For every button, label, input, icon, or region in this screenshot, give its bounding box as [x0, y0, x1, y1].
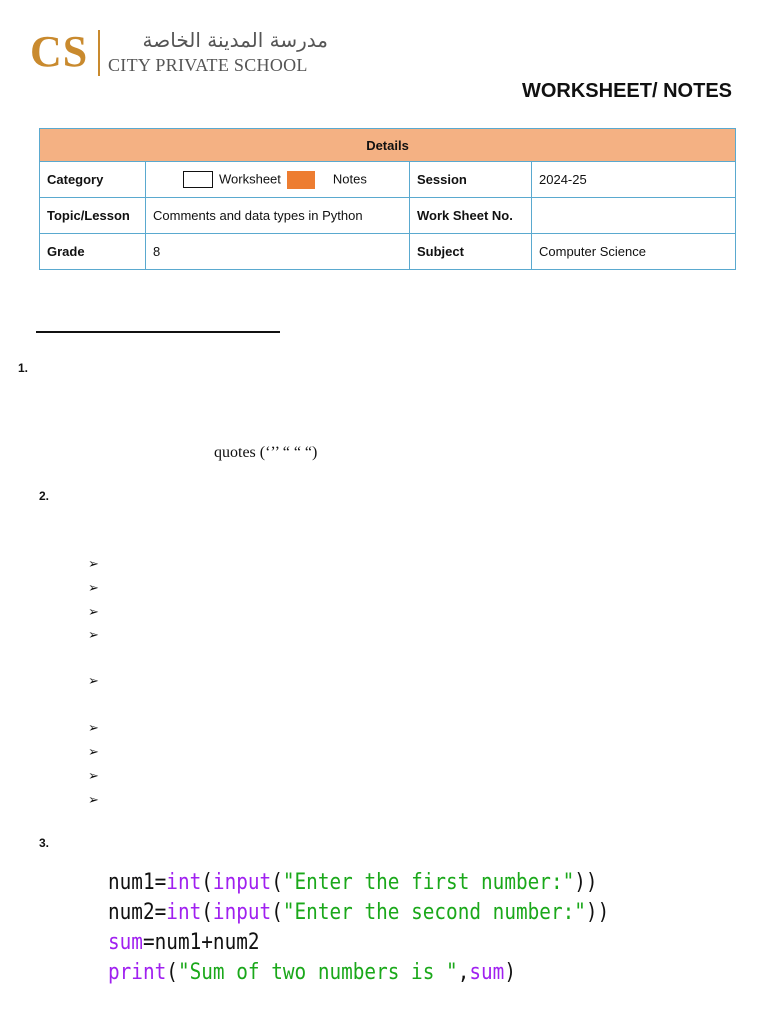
code-line: [108, 928, 609, 958]
bullet-icon: ➢: [88, 721, 99, 736]
worksheet-checkbox[interactable]: [183, 171, 213, 188]
worksheet-no-value: [532, 198, 736, 234]
code-token: (: [166, 960, 178, 985]
code-token: (: [201, 900, 213, 925]
topic-label: Topic/Lesson: [40, 198, 146, 234]
category-row: [40, 162, 736, 198]
code-token: )): [585, 900, 610, 925]
topic-row: [40, 198, 736, 234]
grade-value: 8: [146, 234, 410, 270]
subject-label: Subject: [410, 234, 532, 270]
session-value: 2024-25: [532, 162, 736, 198]
code-token: (: [271, 900, 283, 925]
bullet-icon: ➢: [88, 793, 99, 808]
school-name-arabic: مدرسة المدينة الخاصة: [142, 28, 328, 52]
question-number-2: 2.: [39, 489, 50, 503]
bullet-icon: ➢: [88, 769, 99, 784]
code-token: input: [212, 870, 272, 895]
code-token: num1=: [108, 870, 167, 895]
code-line: [108, 898, 609, 928]
topic-value: Comments and data types in Python: [146, 198, 410, 234]
bullet-icon: ➢: [88, 557, 99, 572]
document-title: WORKSHEET/ NOTES: [521, 80, 732, 102]
code-line: [108, 958, 609, 988]
notes-option-label: Notes: [332, 170, 367, 186]
bullet-icon: ➢: [88, 674, 99, 689]
details-header-row: [40, 129, 736, 162]
code-token: "Sum of two numbers is ": [177, 960, 458, 985]
code-token: (: [271, 870, 283, 895]
code-token: (: [201, 870, 213, 895]
notes-checkbox[interactable]: [287, 171, 315, 189]
bullet-icon: ➢: [88, 628, 99, 643]
details-heading: Details: [40, 129, 736, 162]
details-table: [39, 128, 736, 270]
code-token: sum: [108, 930, 143, 955]
category-options: [146, 162, 410, 198]
code-token: input: [212, 900, 272, 925]
code-token: int: [166, 870, 202, 895]
code-token: ,: [457, 960, 470, 985]
code-token: ): [504, 960, 516, 985]
question-number-1: 1.: [18, 361, 29, 375]
worksheet-no-label: Work Sheet No.: [410, 198, 532, 234]
school-name-english: CITY PRIVATE SCHOOL: [108, 55, 308, 75]
code-line: [108, 868, 609, 898]
code-token: sum: [469, 960, 505, 985]
session-label: Session: [410, 162, 532, 198]
bullet-icon: ➢: [88, 581, 99, 596]
section-underline: [36, 331, 280, 333]
bullet-icon: ➢: [88, 605, 99, 620]
bullet-icon: ➢: [88, 745, 99, 760]
category-label: Category: [40, 162, 146, 198]
worksheet-option-label: Worksheet: [219, 170, 281, 186]
question-number-3: 3.: [39, 836, 50, 850]
logo-divider: [98, 30, 100, 76]
code-token: )): [574, 870, 598, 895]
code-token: "Enter the first number:": [282, 870, 575, 895]
code-token: =num1+num2: [142, 930, 260, 955]
python-code-block: [108, 868, 609, 988]
code-token: num2=: [108, 900, 167, 925]
code-token: int: [166, 900, 202, 925]
code-token: "Enter the second number:": [282, 900, 586, 925]
quotes-fragment: quotes (‘’’ “ “ “): [214, 444, 318, 461]
subject-value: Computer Science: [532, 234, 736, 270]
grade-row: [40, 234, 736, 270]
grade-label: Grade: [40, 234, 146, 270]
school-logo-initials: CS: [30, 27, 89, 76]
code-token: print: [108, 960, 167, 985]
